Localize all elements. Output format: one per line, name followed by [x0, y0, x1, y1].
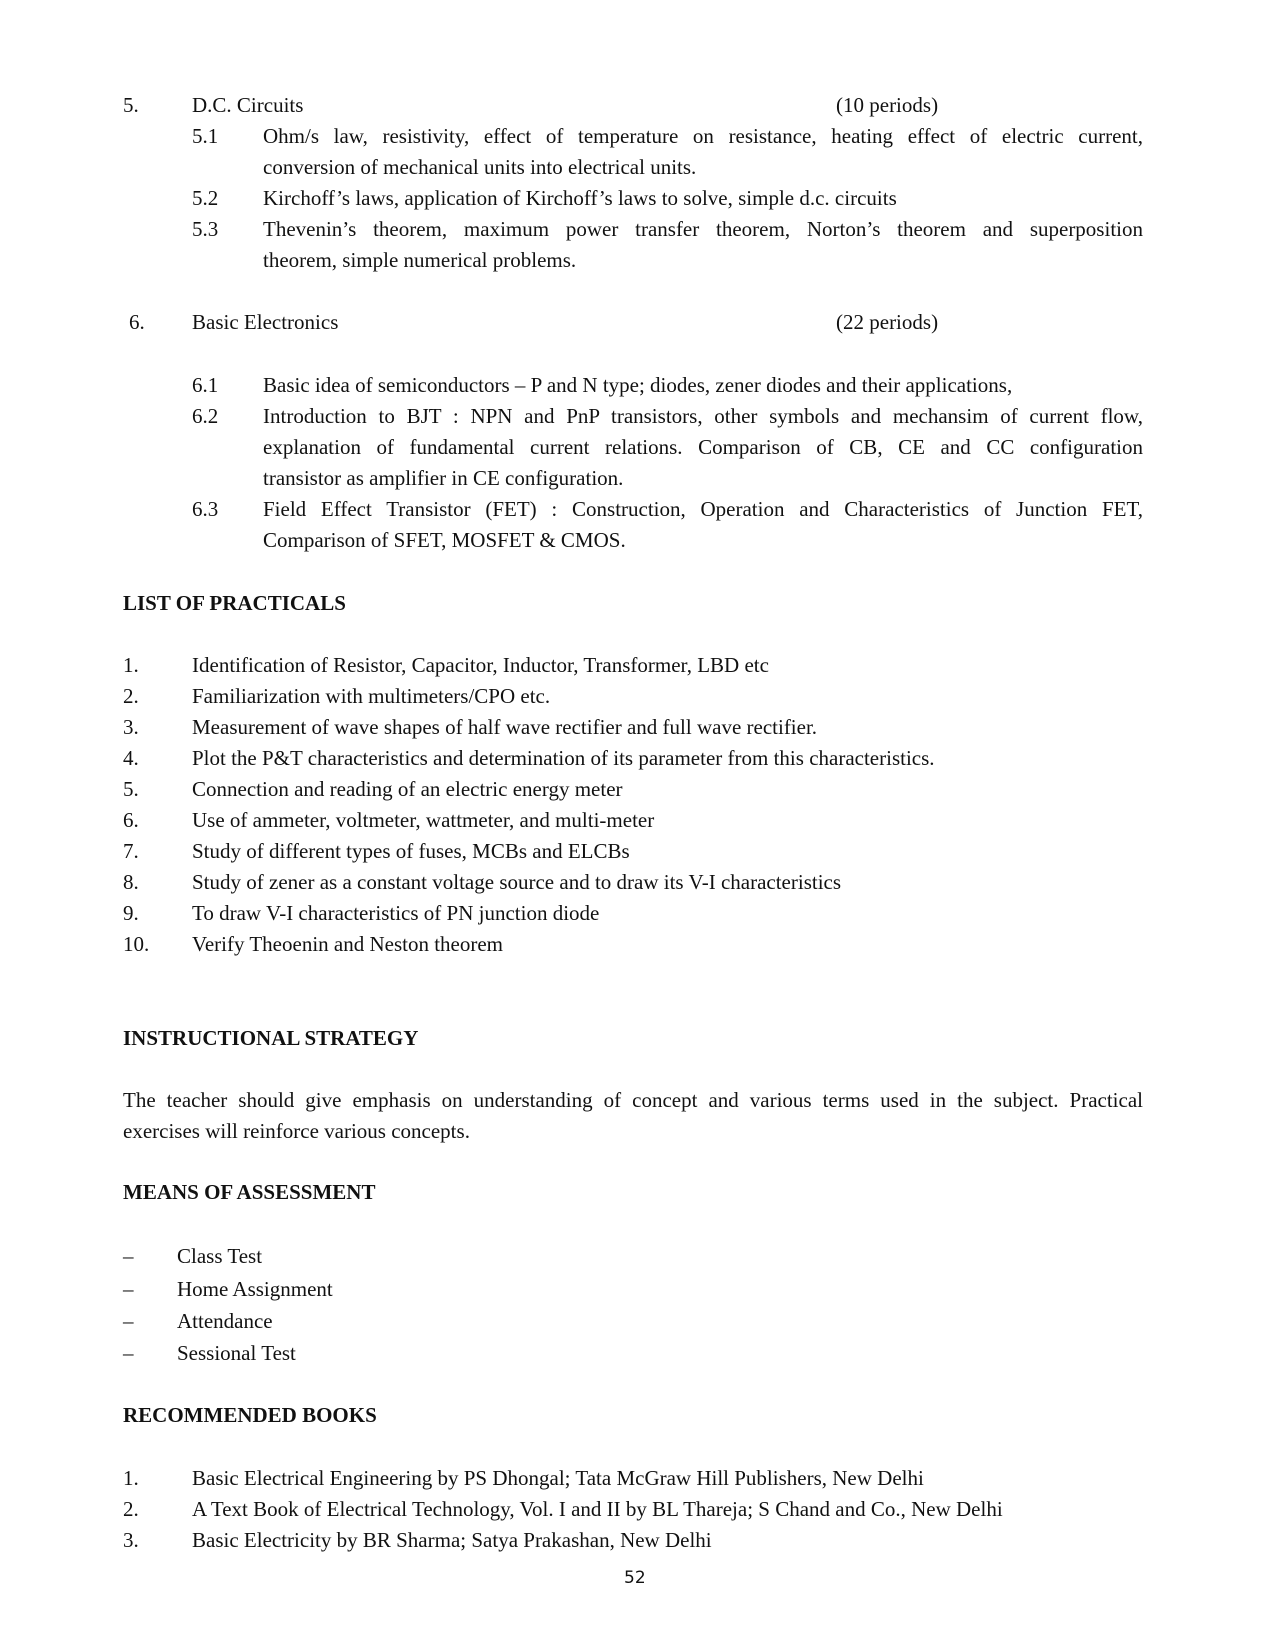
- section-6-number: 6.: [129, 310, 145, 334]
- assessment-item: Home Assignment: [177, 1277, 333, 1301]
- practical-number: 2.: [123, 684, 139, 708]
- book-number: 2.: [123, 1497, 139, 1521]
- book-number: 3.: [123, 1528, 139, 1552]
- section-5-number: 5.: [123, 93, 139, 117]
- item-6-3-line-2: Comparison of SFET, MOSFET & CMOS.: [263, 528, 626, 552]
- practical-text: Familiarization with multimeters/CPO etc.: [192, 684, 551, 708]
- practicals-heading: LIST OF PRACTICALS: [123, 591, 346, 615]
- book-number: 1.: [123, 1466, 139, 1490]
- practical-text: Connection and reading of an electric energy meter: [192, 777, 623, 801]
- assessment-bullet: –: [123, 1309, 134, 1333]
- item-5-1-line-2: conversion of mechanical units into electrical units.: [263, 155, 697, 179]
- practical-text: Study of different types of fuses, MCBs and ELCBs: [192, 839, 630, 863]
- item-5-2-number: 5.2: [192, 186, 219, 210]
- practical-number: 9.: [123, 901, 139, 925]
- page-number: 52: [624, 1568, 646, 1588]
- item-6-1-number: 6.1: [192, 373, 219, 397]
- section-5-periods: (10 periods): [836, 93, 939, 117]
- practical-number: 10.: [123, 932, 150, 956]
- item-5-1-number: 5.1: [192, 124, 219, 148]
- item-5-1-line-1: Ohm/s law, resistivity, effect of temperature on resistance, heating effect of electric current,: [263, 124, 1143, 148]
- item-5-3-number: 5.3: [192, 217, 219, 241]
- assessment-bullet: –: [123, 1341, 134, 1365]
- practical-number: 7.: [123, 839, 139, 863]
- item-6-2-number: 6.2: [192, 404, 219, 428]
- book-entry: A Text Book of Electrical Technology, Vol. I and II by BL Thareja; S Chand and Co., New Delhi: [192, 1497, 1003, 1521]
- section-5-title: D.C. Circuits: [192, 93, 304, 117]
- item-6-2-line-2: explanation of fundamental current relations. Comparison of CB, CE and CC configuration: [263, 435, 1143, 459]
- practical-number: 1.: [123, 653, 139, 677]
- section-6-title: Basic Electronics: [192, 310, 339, 334]
- practical-number: 5.: [123, 777, 139, 801]
- assessment-item: Class Test: [177, 1244, 263, 1268]
- books-heading: RECOMMENDED BOOKS: [123, 1403, 377, 1427]
- strategy-paragraph-line-1: The teacher should give emphasis on understanding of concept and various terms used in the subject. Practical: [123, 1088, 1143, 1112]
- item-6-1-line-1: Basic idea of semiconductors – P and N type; diodes, zener diodes and their applications,: [263, 373, 1013, 397]
- practical-text: To draw V-I characteristics of PN junction diode: [192, 901, 600, 925]
- assessment-bullet: –: [123, 1244, 134, 1268]
- practical-number: 8.: [123, 870, 139, 894]
- book-entry: Basic Electrical Engineering by PS Dhongal; Tata McGraw Hill Publishers, New Delhi: [192, 1466, 924, 1490]
- item-5-3-line-1: Thevenin’s theorem, maximum power transfer theorem, Norton’s theorem and superposition: [263, 217, 1143, 241]
- section-6-periods: (22 periods): [836, 310, 939, 334]
- book-entry: Basic Electricity by BR Sharma; Satya Prakashan, New Delhi: [192, 1528, 712, 1552]
- practical-text: Study of zener as a constant voltage source and to draw its V-I characteristics: [192, 870, 842, 894]
- practical-number: 3.: [123, 715, 139, 739]
- assessment-item: Attendance: [177, 1309, 273, 1333]
- strategy-paragraph-line-2: exercises will reinforce various concepts.: [123, 1119, 470, 1143]
- item-6-3-line-1: Field Effect Transistor (FET) : Construction, Operation and Characteristics of Junction FET,: [263, 497, 1143, 521]
- item-5-2-line-1: Kirchoff’s laws, application of Kirchoff’s laws to solve, simple d.c. circuits: [263, 186, 897, 210]
- practical-number: 6.: [123, 808, 139, 832]
- assessment-bullet: –: [123, 1277, 134, 1301]
- practical-number: 4.: [123, 746, 139, 770]
- item-6-3-number: 6.3: [192, 497, 219, 521]
- item-6-2-line-3: transistor as amplifier in CE configuration.: [263, 466, 624, 490]
- practical-text: Plot the P&T characteristics and determination of its parameter from this characteristics.: [192, 746, 935, 770]
- practical-text: Use of ammeter, voltmeter, wattmeter, and multi-meter: [192, 808, 655, 832]
- practical-text: Verify Theoenin and Neston theorem: [192, 932, 504, 956]
- item-5-3-line-2: theorem, simple numerical problems.: [263, 248, 577, 272]
- strategy-heading: INSTRUCTIONAL STRATEGY: [123, 1026, 419, 1050]
- assessment-item: Sessional Test: [177, 1341, 296, 1365]
- practical-text: Measurement of wave shapes of half wave rectifier and full wave rectifier.: [192, 715, 818, 739]
- practical-text: Identification of Resistor, Capacitor, Inductor, Transformer, LBD etc: [192, 653, 769, 677]
- assessment-heading: MEANS OF ASSESSMENT: [123, 1180, 376, 1204]
- item-6-2-line-1: Introduction to BJT : NPN and PnP transistors, other symbols and mechansim of current flow,: [263, 404, 1143, 428]
